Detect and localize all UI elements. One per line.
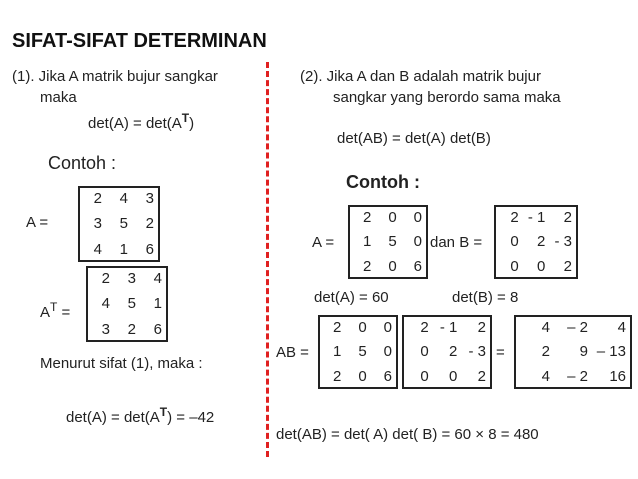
matrix-cell: 1 (332, 343, 342, 361)
property-2-line-1: (2). Jika A dan B adalah matrik bujur (300, 68, 541, 85)
matrix-at-equals: = (61, 304, 71, 321)
matrix-cell: 6 (413, 258, 422, 276)
matrix-cell: 0 (383, 343, 392, 361)
matrix-cell: - 1 (439, 318, 458, 336)
matrix-cell: 1 (119, 240, 128, 258)
matrix-cell: 3 (127, 270, 136, 288)
matrix-cell: 0 (448, 368, 458, 386)
formula-text: det(A) = det(A (88, 115, 182, 132)
matrix-cell: 5 (127, 295, 136, 313)
matrix-cell: – 2 (567, 368, 588, 386)
right-matrix-a-label: A = (312, 234, 335, 251)
matrix-cell: 2 (362, 258, 372, 276)
matrix-cell: - 3 (468, 343, 486, 361)
matrix-cell: 0 (383, 318, 392, 336)
matrix-cell: 16 (609, 368, 626, 386)
ab-matrix-2 (402, 315, 492, 389)
matrix-cell: 1 (153, 295, 162, 313)
matrix-cell: 4 (617, 318, 626, 336)
matrix-a-label: A = (26, 214, 49, 231)
matrix-cell: 3 (93, 215, 102, 233)
left-result-prefix: det(A) = det(A (66, 409, 160, 426)
matrix-cell: 2 (145, 215, 154, 233)
left-result-suffix: ) = –42 (167, 409, 215, 426)
contoh-label-left: Contoh : (48, 153, 117, 173)
det-b-value: det(B) = 8 (452, 289, 519, 306)
matrix-at-letter: A (40, 304, 51, 321)
matrix-cell: 0 (358, 368, 367, 386)
matrix-cell: 3 (145, 190, 154, 208)
ab-label: AB = (276, 344, 309, 361)
matrix-cell: 2 (510, 208, 519, 226)
matrix-cell: 0 (420, 343, 429, 361)
page-title: SIFAT-SIFAT DETERMINAN (12, 30, 267, 52)
property-2-formula: det(AB) = det(A) det(B) (337, 130, 491, 147)
matrix-cell: 2 (541, 343, 550, 361)
matrix-cell: 5 (388, 233, 397, 251)
matrix-cell: – 2 (567, 318, 588, 336)
matrix-cell: 2 (536, 233, 546, 251)
matrix-cell: 2 (563, 208, 572, 226)
matrix-a-transpose (86, 266, 168, 342)
column-divider (266, 62, 269, 457)
ab-result-matrix (514, 315, 632, 389)
right-matrix-b (494, 205, 578, 279)
matrix-cell: 2 (563, 258, 572, 276)
matrix-at-superscript: T (50, 300, 58, 314)
matrix-cell: 2 (101, 270, 110, 288)
matrix-cell: 0 (388, 208, 397, 226)
matrix-cell: 2 (127, 320, 136, 338)
matrix-cell: 4 (119, 190, 128, 208)
matrix-cell: 5 (119, 215, 128, 233)
matrix-cell: 4 (101, 295, 110, 313)
matrix-cell: 0 (420, 368, 429, 386)
matrix-cell: 6 (383, 368, 392, 386)
ab-matrix-1 (318, 315, 398, 389)
property-1-line-2: maka (40, 89, 77, 106)
matrix-cell: 4 (541, 368, 550, 386)
matrix-cell: 2 (362, 208, 372, 226)
matrix-cell: 6 (145, 240, 154, 258)
matrix-cell: 2 (477, 368, 486, 386)
matrix-cell: 4 (541, 318, 550, 336)
transpose-superscript: T (181, 111, 190, 125)
property-1-line-1: (1). Jika A matrik bujur sangkar (12, 68, 218, 85)
matrix-cell: 0 (536, 258, 546, 276)
matrix-cell: 9 (579, 343, 588, 361)
matrix-cell: 0 (413, 233, 422, 251)
matrix-cell: 3 (101, 320, 110, 338)
right-matrix-a (348, 205, 428, 279)
matrix-cell: 4 (93, 240, 102, 258)
matrix-cell: - 3 (554, 233, 572, 251)
matrix-cell: 0 (358, 318, 367, 336)
matrix-cell: 4 (153, 270, 162, 288)
left-result-superscript: T (159, 405, 168, 419)
left-result (66, 405, 214, 426)
det-a-value: det(A) = 60 (314, 289, 389, 306)
matrix-cell: – 13 (596, 343, 626, 361)
matrix-cell: 2 (332, 318, 342, 336)
matrix-cell: 2 (93, 190, 102, 208)
matrix-a (78, 186, 160, 262)
matrix-cell: 0 (510, 258, 519, 276)
matrix-cell: 2 (448, 343, 458, 361)
matrix-cell: 0 (388, 258, 397, 276)
formula-close: ) (189, 115, 195, 132)
ab-equals: = (496, 344, 505, 361)
final-result: det(AB) = det( A) det( B) = 60 × 8 = 480 (276, 426, 539, 443)
matrix-cell: 5 (358, 343, 367, 361)
matrix-cell: 0 (510, 233, 519, 251)
property-1-formula (88, 111, 194, 132)
property-2-line-2: sangkar yang berordo sama maka (333, 89, 561, 106)
matrix-cell: 2 (332, 368, 342, 386)
matrix-cell: 0 (413, 208, 422, 226)
matrix-at-label (40, 300, 70, 321)
matrix-cell: 1 (362, 233, 372, 251)
matrix-cell: 2 (477, 318, 486, 336)
matrix-cell: 2 (420, 318, 429, 336)
matrix-b-label: dan B = (430, 234, 483, 251)
contoh-label-right: Contoh : (346, 172, 420, 192)
menurut-text: Menurut sifat (1), maka : (40, 355, 203, 372)
matrix-cell: 6 (153, 320, 162, 338)
matrix-cell: - 1 (527, 208, 546, 226)
